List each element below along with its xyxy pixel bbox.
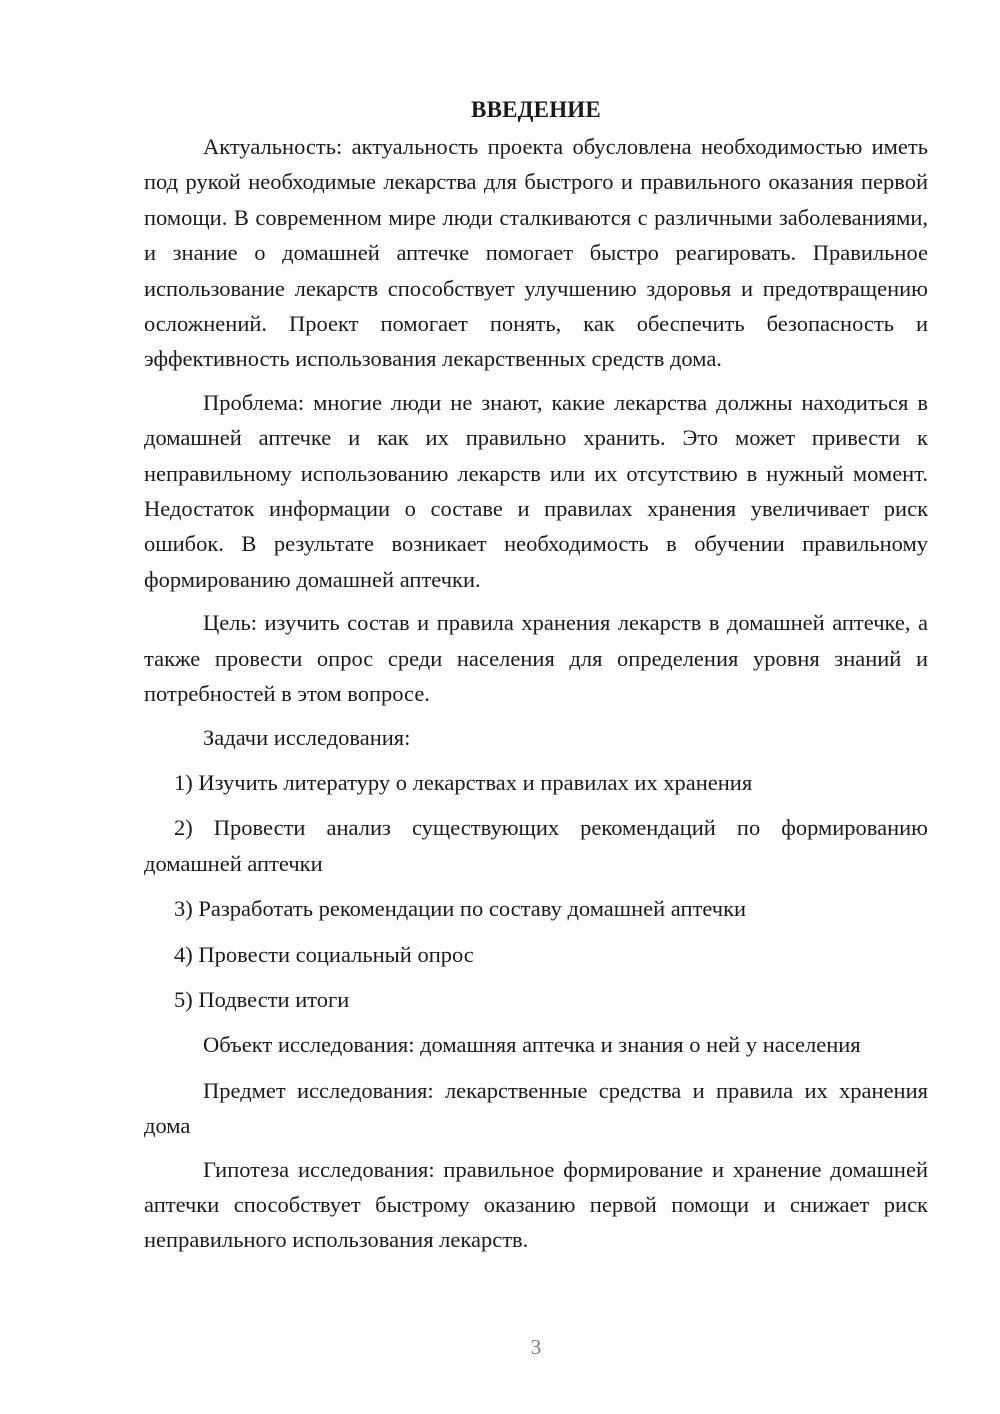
task-item-2: 2) Провести анализ существующих рекомендаций по формированию домашней аптечки (144, 815, 928, 876)
task-item-4: 4) Провести социальный опрос (174, 941, 474, 967)
tasks-heading: Задачи исследования: (203, 724, 411, 750)
subject-paragraph: Предмет исследования: лекарственные средства и правила их хранения дома (144, 1077, 928, 1139)
task-item-1: 1) Изучить литературу о лекарствах и правилах их хранения (174, 769, 753, 795)
hypothesis-paragraph: Гипотеза исследования: правильное формирование и хранение домашней аптечки способствует быстрому оказанию первой помощи и снижает риск неправильного использования лекарств. (144, 1156, 928, 1253)
section-title: ВВЕДЕНИЕ (471, 97, 601, 122)
relevance-paragraph: Актуальность: актуальность проекта обусловлена необходимостью иметь под рукой необходимые лекарства для быстрого и правильного оказания первой помощи. В современном мире люди сталкиваются с различными заболеваниями, и знание о домашней аптечке помогает быстро реагировать. Правильное использование лекарств способствует улучшению здоровья и предотвращению осложнений. Проект помогает понять, как обеспечить безопасность и эффективность использования лекарственных средств дома. (144, 134, 928, 372)
task-item-3: 3) Разработать рекомендации по составу домашней аптечки (174, 896, 747, 922)
object-paragraph: Объект исследования: домашняя аптечка и знания о ней у населения (203, 1032, 861, 1058)
task-item-5: 5) Подвести итоги (174, 986, 350, 1012)
goal-paragraph: Цель: изучить состав и правила хранения лекарств в домашней аптечке, а также провести опрос среди населения для определения уровня знаний и потребностей в этом вопросе. (144, 610, 928, 707)
page-content (144, 95, 928, 1266)
problem-paragraph: Проблема: многие люди не знают, какие лекарства должны находиться в домашней аптечке и как их правильно хранить. Это может привести к неправильному использованию лекарств или их отсутствию в нужный момент. Недостаток информации о составе и правилах хранения увеличивает риск ошибок. В результате возникает необходимость в обучении правильному формированию домашней аптечки. (144, 389, 928, 592)
page-number: 3 (530, 1335, 542, 1359)
